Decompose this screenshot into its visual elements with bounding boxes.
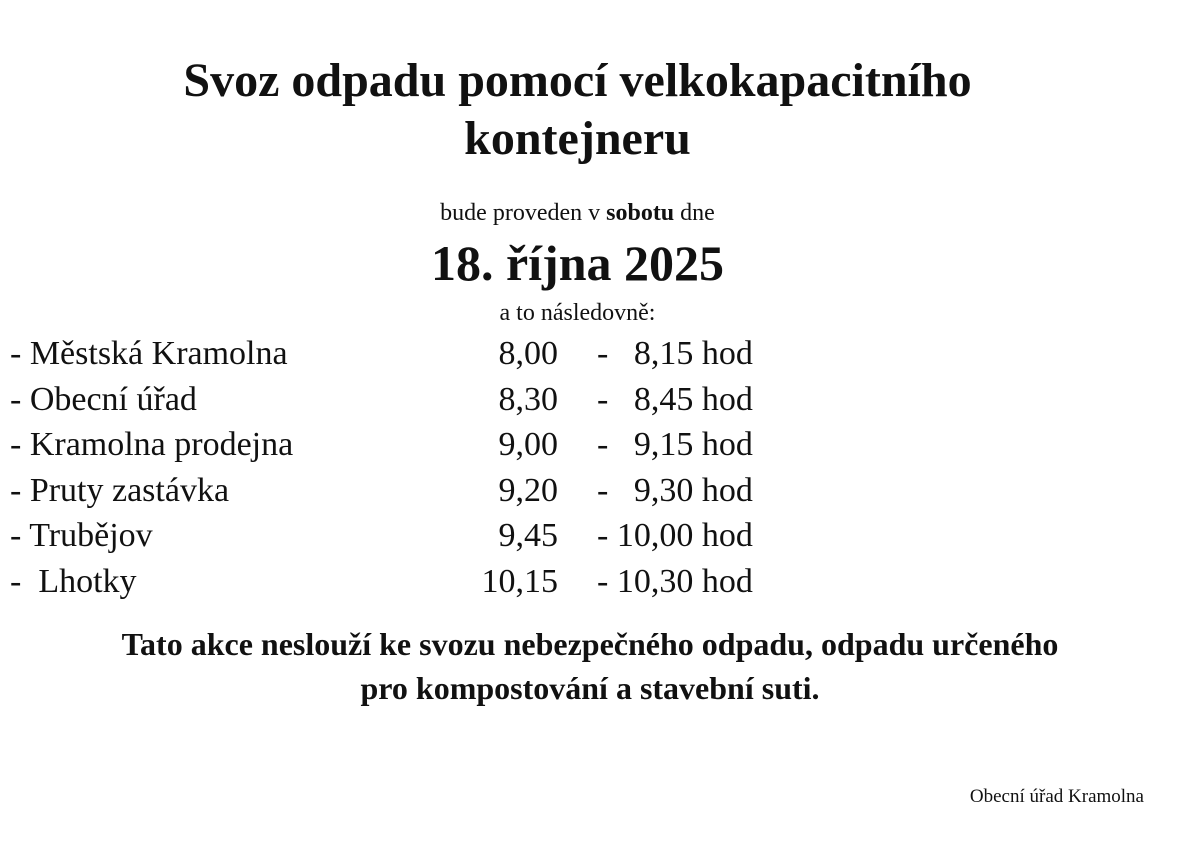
schedule-row [10, 559, 810, 605]
announcement-day: sobotu [606, 200, 675, 226]
schedule-time-from: 9,00 [498, 426, 558, 463]
announcement-before: bude proveden v [440, 200, 607, 226]
event-date: 18. října 2025 [430, 235, 725, 291]
notice-line-2: pro kompostování a stavební suti. [360, 670, 820, 706]
schedule-row [10, 513, 810, 559]
schedule-time-to: - 9,15 hod [597, 426, 753, 463]
page-title [0, 52, 1155, 168]
schedule-time-to: - 8,15 hod [597, 335, 753, 372]
schedule-row [10, 377, 810, 423]
schedule-intro: a to následovně: [499, 300, 656, 326]
schedule-row [10, 331, 810, 377]
schedule-place: - Městská Kramolna [10, 335, 288, 372]
schedule-time-to: - 9,30 hod [597, 471, 753, 509]
schedule-place: - Pruty zastávka [10, 471, 230, 509]
schedule-time-to: - 10,30 hod [597, 562, 753, 600]
schedule-time-from: 9,45 [498, 517, 558, 554]
schedule-place: - Kramolna prodejna [10, 426, 294, 463]
schedule-row [10, 422, 810, 468]
schedule-place: - Obecní úřad [10, 380, 197, 418]
title-line-2: kontejneru [464, 112, 691, 165]
schedule-time-from: 10,15 [481, 562, 558, 600]
schedule-time-to: - 8,45 hod [597, 380, 753, 418]
schedule-place: - Trubějov [10, 517, 153, 554]
schedule-place: - Lhotky [10, 562, 137, 600]
schedule-time-from: 8,00 [498, 335, 558, 372]
announcement-after: dne [674, 200, 715, 226]
title-line-1: Svoz odpadu pomocí velkokapacitního [183, 54, 972, 107]
notice [0, 622, 1180, 710]
announcement-line [0, 198, 1155, 228]
schedule-row [10, 468, 810, 514]
footer-signature: Obecní úřad Kramolna [969, 786, 1144, 807]
schedule-time-from: 8,30 [498, 380, 558, 418]
schedule-list [10, 331, 810, 604]
schedule-time-from: 9,20 [498, 471, 558, 509]
notice-line-1: Tato akce neslouží ke svozu nebezpečného odpadu, odpadu určeného [121, 626, 1059, 662]
schedule-time-to: - 10,00 hod [597, 517, 753, 554]
